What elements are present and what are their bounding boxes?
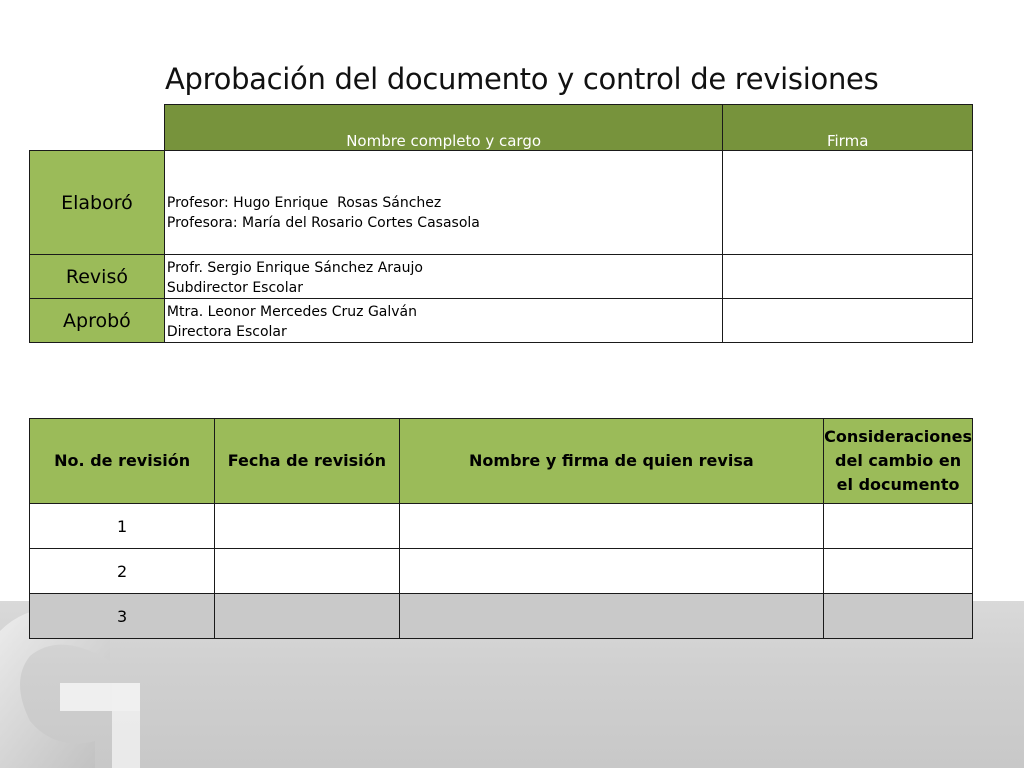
reviso-signature-cell[interactable] (723, 255, 973, 299)
reviso-position: Subdirector Escolar (166, 280, 303, 296)
elaboro-name-1: Profesor: Hugo Enrique Rosas Sánchez (166, 195, 442, 211)
role-elaboro: Elaboró (30, 151, 165, 255)
approval-row-elaboro (30, 151, 973, 255)
reviewer-cell[interactable] (399, 594, 824, 639)
revisions-table (29, 418, 973, 639)
aprobo-name: Mtra. Leonor Mercedes Cruz Galván (166, 304, 418, 320)
revision-date-header: Fecha de revisión (215, 419, 399, 504)
approval-header-blank (30, 105, 165, 151)
page-title: Aprobación del documento y control de revisiones (165, 62, 879, 96)
revision-number-cell: 2 (30, 549, 215, 594)
reviso-name: Profr. Sergio Enrique Sánchez Araujo (166, 260, 423, 276)
approval-row-aprobo (30, 299, 973, 343)
aprobo-names (164, 299, 722, 343)
change-notes-header: Consideraciones del cambio en el documento (824, 419, 973, 504)
change-notes-cell[interactable] (824, 594, 973, 639)
approval-row-reviso (30, 255, 973, 299)
revision-date-cell[interactable] (215, 549, 399, 594)
revision-date-cell[interactable] (215, 594, 399, 639)
elaboro-signature-cell[interactable] (723, 151, 973, 255)
reviso-names (164, 255, 722, 299)
revision-number-cell: 1 (30, 504, 215, 549)
table-row (30, 504, 973, 549)
change-notes-cell[interactable] (824, 504, 973, 549)
elaboro-name-2: Profesora: María del Rosario Cortes Casasola (166, 215, 480, 231)
revisions-header-row (30, 419, 973, 504)
elaboro-names (164, 151, 722, 255)
aprobo-signature-cell[interactable] (723, 299, 973, 343)
name-column-header: Nombre completo y cargo (164, 105, 722, 151)
approval-header-row (30, 105, 973, 151)
reviewer-cell[interactable] (399, 504, 824, 549)
table-row (30, 594, 973, 639)
revision-date-cell[interactable] (215, 504, 399, 549)
reviewer-header: Nombre y firma de quien revisa (399, 419, 824, 504)
approval-table (29, 104, 973, 343)
revision-number-header: No. de revisión (30, 419, 215, 504)
change-notes-cell[interactable] (824, 549, 973, 594)
revision-number-cell: 3 (30, 594, 215, 639)
role-reviso: Revisó (30, 255, 165, 299)
table-row (30, 549, 973, 594)
signature-column-header: Firma (723, 105, 973, 151)
role-aprobo: Aprobó (30, 299, 165, 343)
aprobo-position: Directora Escolar (166, 324, 287, 340)
reviewer-cell[interactable] (399, 549, 824, 594)
